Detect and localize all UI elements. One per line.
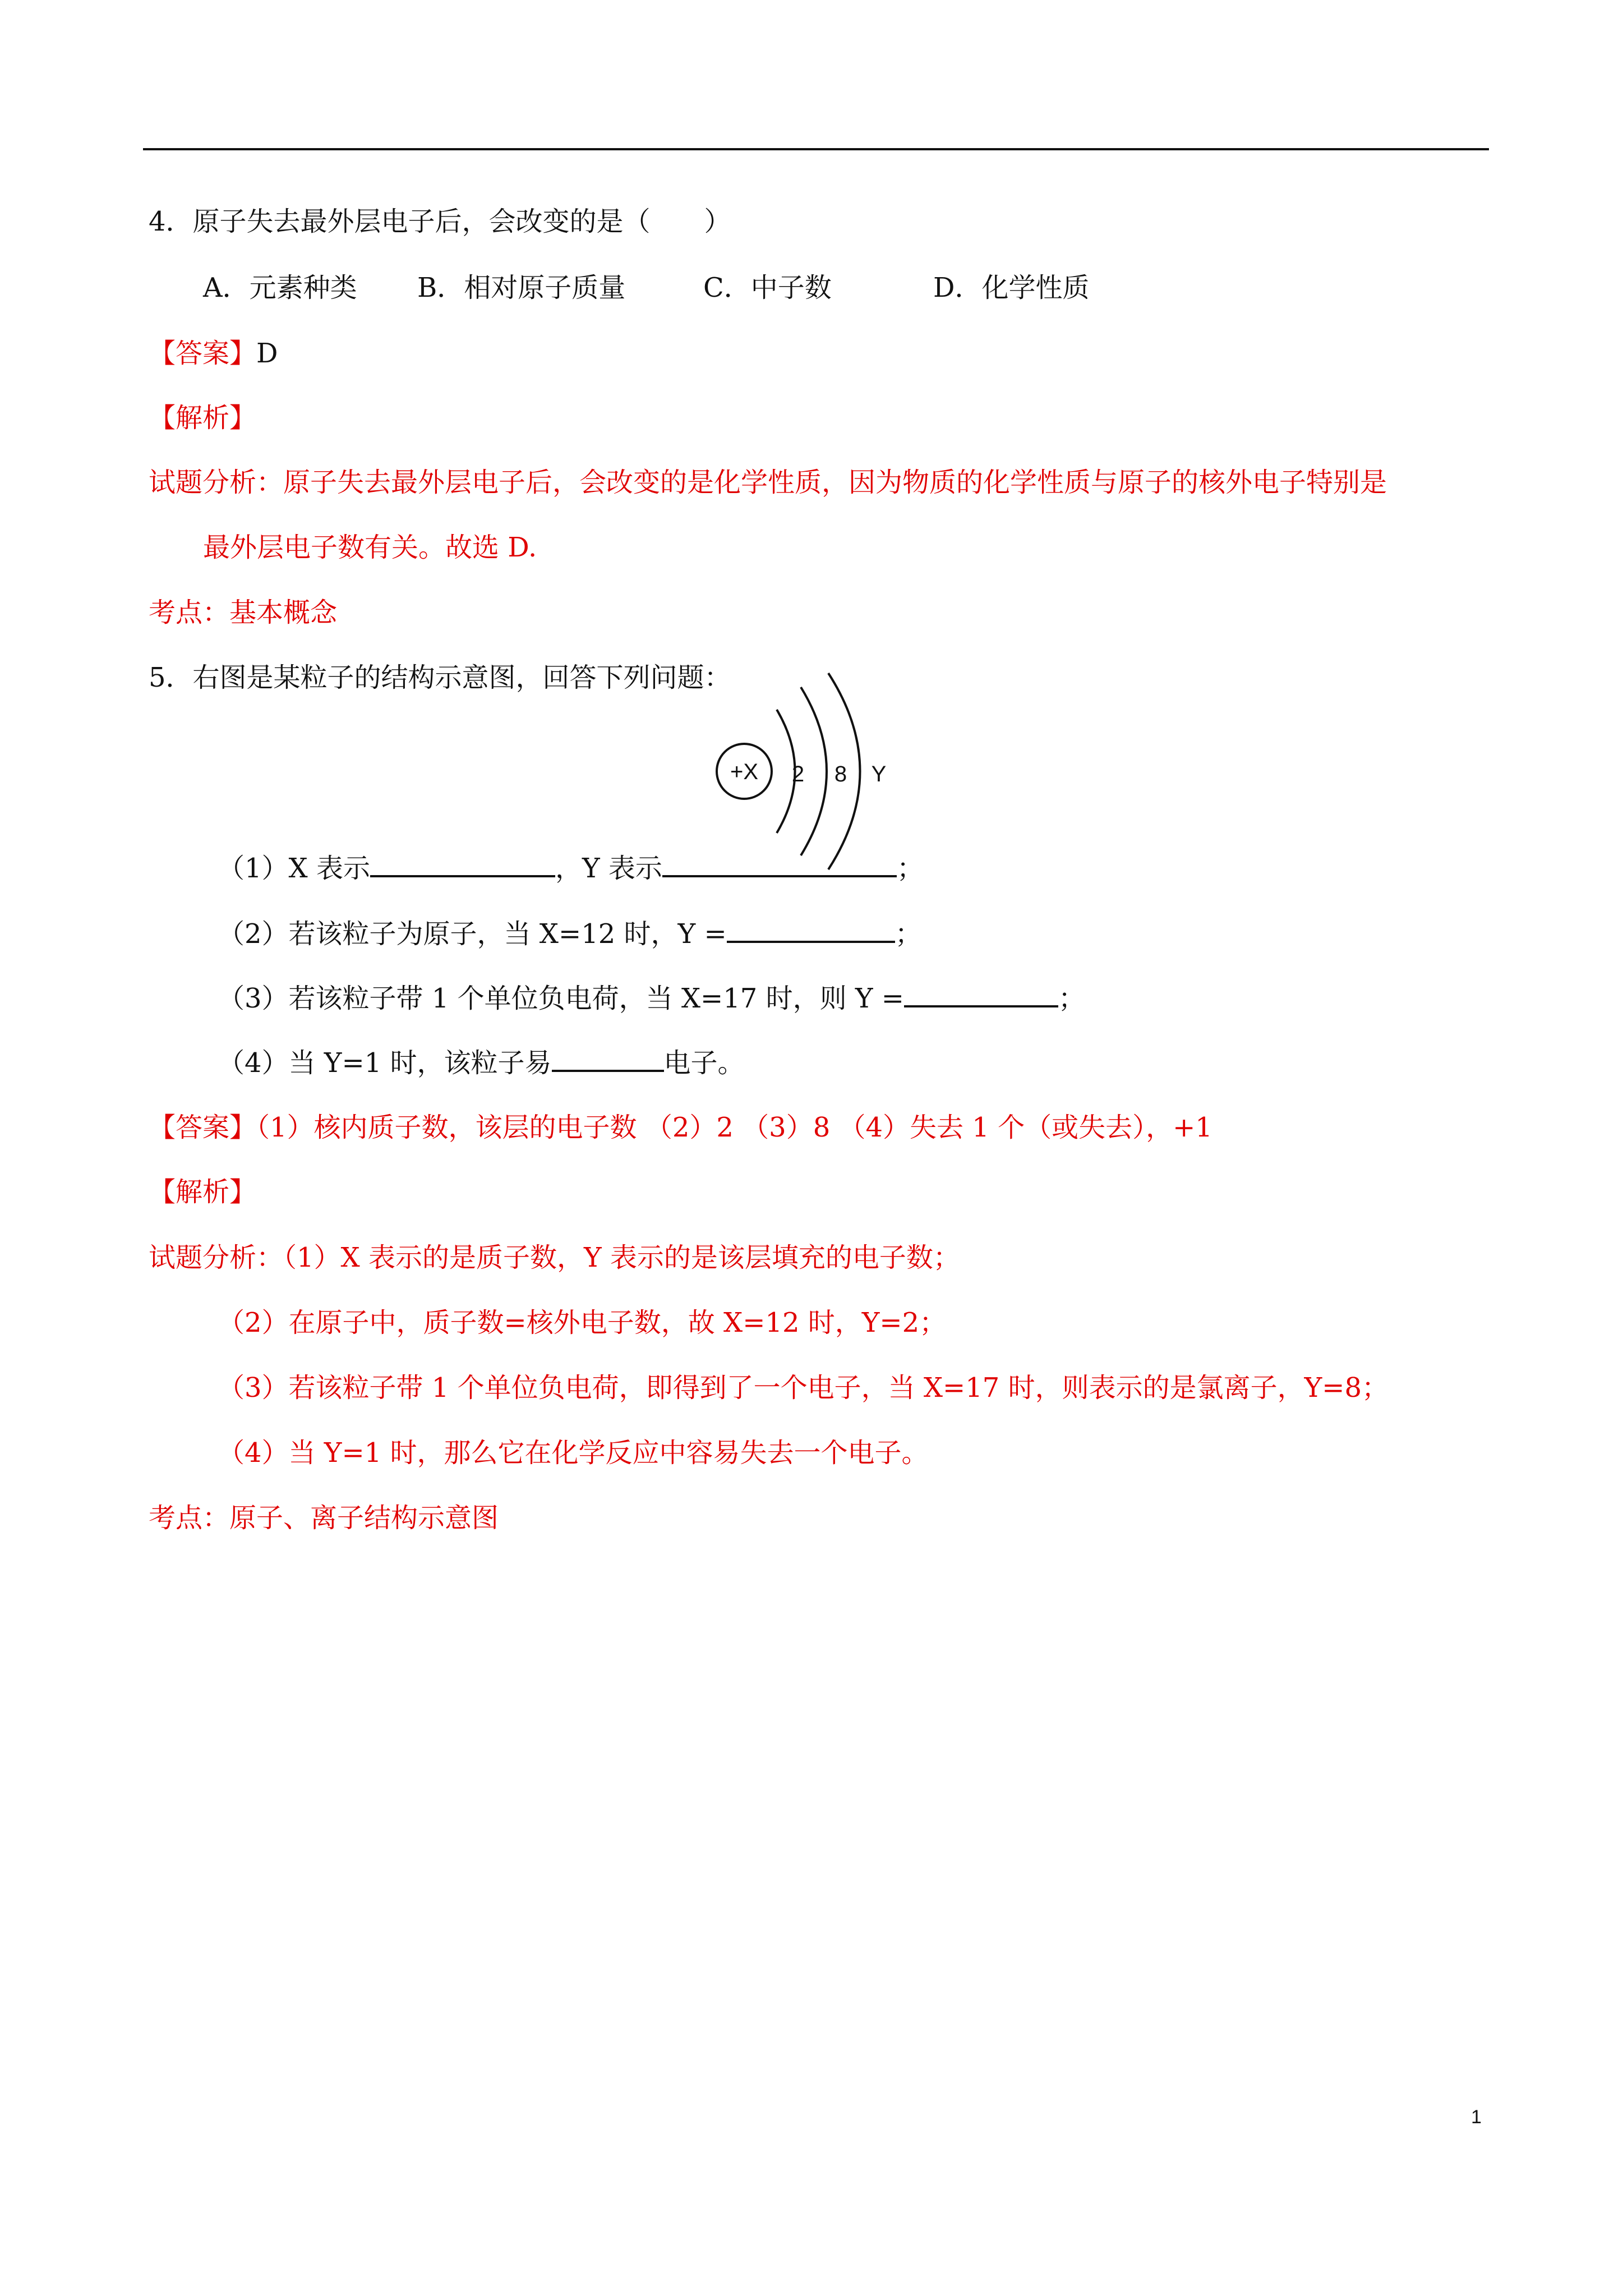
q5-sub2-blank[interactable] [727, 917, 895, 943]
q5-analysis-label: 【解析】 [149, 1176, 257, 1208]
q4-analysis-line1: 试题分析：原子失去最外层电子后，会改变的是化学性质，因为物质的化学性质与原子的核外电子特别是 [149, 467, 1387, 498]
q5-sub2-text-b: ； [895, 918, 922, 950]
q4-stem: 4．原子失去最外层电子后，会改变的是（ ） [149, 206, 731, 237]
q4-answer-label: 【答案】 [149, 338, 257, 369]
q5-sub3-text-a: （3）若该粒子带 1 个单位负电荷，当 X=17 时，则 Y = [218, 983, 905, 1014]
q5-sub1-blank-x[interactable] [370, 852, 555, 877]
q5-sub3 [218, 982, 1085, 1015]
header-rule [143, 148, 1489, 150]
q4-options [203, 271, 1090, 305]
q4-option-d: D．化学性质 [933, 272, 1090, 303]
q5-sub2 [218, 917, 922, 951]
q5-sub4 [218, 1046, 745, 1080]
q4-analysis-line2: 最外层电子数有关。故选 D. [203, 532, 537, 563]
shell-label-1: 2 [791, 762, 805, 786]
q5-sub3-text-b: ； [1058, 983, 1086, 1014]
q5-analysis-line1: 试题分析：（1）X 表示的是质子数，Y 表示的是该层填充的电子数； [149, 1242, 960, 1273]
q4-option-b: B．相对原子质量 [417, 272, 626, 303]
atom-structure-diagram [709, 670, 923, 872]
q5-sub1-text-a: （1）X 表示 [218, 853, 370, 884]
q5-sub4-blank[interactable] [552, 1046, 664, 1072]
q4-option-c: C．中子数 [703, 272, 832, 303]
q5-answer-label: 【答案】 [149, 1112, 257, 1143]
q5-sub1-text-b: ，Y 表示 [555, 853, 662, 884]
q5-analysis-line2: （2）在原子中，质子数=核外电子数，故 X=12 时，Y=2； [218, 1307, 947, 1338]
nucleus-label: +X [730, 760, 759, 784]
q5-answer-value: （1）核内质子数，该层的电子数 （2）2 （3）8 （4）失去 1 个（或失去），+1 [256, 1112, 1212, 1143]
q4-analysis-label: 【解析】 [149, 402, 257, 434]
q4-point: 考点：基本概念 [149, 597, 338, 628]
q5-analysis-line3: （3）若该粒子带 1 个单位负电荷，即得到了一个电子，当 X=17 时，则表示的是氯离子，Y=8； [218, 1372, 1389, 1404]
page-number: 1 [1471, 2106, 1482, 2128]
q5-point: 考点：原子、离子结构示意图 [149, 1502, 499, 1534]
q4-answer [149, 337, 278, 370]
q5-stem: 5．右图是某粒子的结构示意图，回答下列问题： [149, 662, 731, 693]
q4-answer-value: D [256, 338, 278, 369]
q5-sub2-text-a: （2）若该粒子为原子，当 X=12 时，Y = [218, 918, 727, 950]
shell-label-2: 8 [834, 762, 847, 786]
q5-sub4-text-a: （4）当 Y=1 时，该粒子易 [218, 1047, 552, 1079]
q5-sub1 [218, 852, 924, 885]
q5-answer [149, 1111, 1212, 1144]
q5-analysis-line4: （4）当 Y=1 时，那么它在化学反应中容易失去一个电子。 [218, 1437, 929, 1469]
q5-sub1-text-c: ； [896, 853, 924, 884]
shell-label-3: Y [871, 762, 887, 786]
shell-arc-2 [801, 687, 827, 855]
q5-sub3-blank[interactable] [904, 982, 1058, 1007]
q5-sub4-text-b: 电子。 [663, 1047, 745, 1079]
q4-option-a: A．元素种类 [203, 272, 357, 303]
q5-sub1-blank-y[interactable] [662, 852, 897, 877]
